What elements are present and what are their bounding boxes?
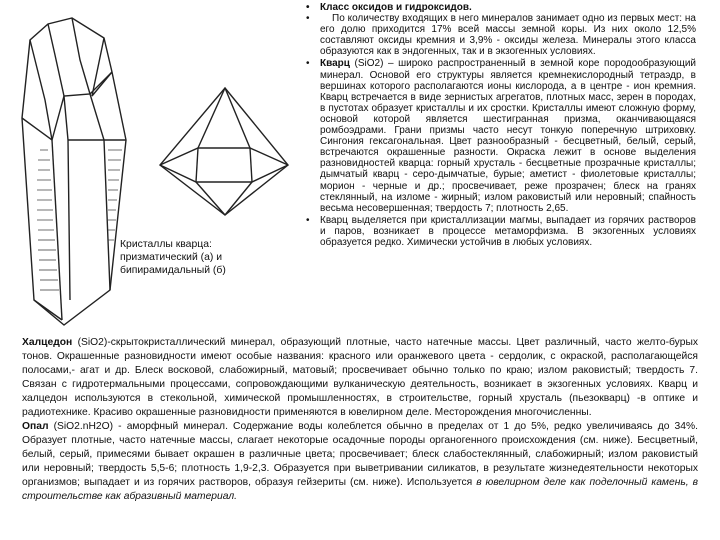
caption-line: призматический (а) и bbox=[120, 252, 223, 263]
bullet-quartz-origin bbox=[306, 215, 696, 248]
opal-paragraph bbox=[22, 420, 698, 504]
bullet-text: Класс оксидов и гидроксидов. bbox=[320, 2, 472, 13]
figure-caption bbox=[120, 238, 290, 277]
bullet-class-description bbox=[306, 13, 696, 57]
bullet-dot: • bbox=[306, 13, 310, 25]
bipyramidal-quartz-crystal bbox=[160, 88, 288, 215]
bullet-text: По количеству входящих в него минералов занимает одно из первых мест: на его долю приходится 17% всей массы земной коры. Из них около 12,5% составляют оксиды кремния и 3,9% - оксиды железа. Минералы этого класса образуются как в эндогенных, так и в экзогенных условиях. bbox=[320, 13, 696, 58]
quartz-crystals-figure bbox=[0, 0, 300, 330]
caption-line: бипирамидальный (б) bbox=[120, 265, 226, 276]
quartz-term: Кварц bbox=[320, 58, 350, 70]
bullet-dot: • bbox=[306, 58, 310, 70]
bullet-quartz bbox=[306, 58, 696, 213]
chalcedony-text: (SiO2)-скрытокристаллический минерал, образующий плотные, часто натечные массы. Цвет различный, часто желто-бурых тонов. Окрашенные разновидности имеют особые названия: красного или оранжевого цвета - сердолик, с окраской, располагающейся полосами,- агат и др. Блеск восковой, слабожирный, матовый; просвечивает обычно только по краю; излом раковистый; твердость 7. Связан с гидротермальными процессами, сопровождающими вулканическую деятельность, возникает в экзогенных условиях. Кварц и халцедон используются в стекольной, химической промышленностях, в строительстве, горный хрусталь (пьезокварц) -в оптике и радиотехнике. Красиво окрашенные разновидности применяются в ювелирном деле. Месторождения многочисленны. bbox=[22, 337, 698, 418]
body-text bbox=[22, 336, 698, 504]
chalcedony-term: Халцедон bbox=[22, 337, 73, 348]
bullet-text: (SiO2) – широко распространенный в земной коре породообразующий минерал. Основой его структуры является кремнекислородный тетраэдр, в вершинах которого располагаются ионы кислорода, а в центре - ион кремния. Кварц встречается в виде зернистых агрегатов, плотных масс, зерен в породах, в пустотах образует кристаллы и их сростки. Кристаллы имеют сложную форму, основой которой является шестигранная призма, оканчивающаяся ромбоэдрами. Грани призмы часто несут тонкую поперечную штриховку. Сингония гексагональная. Цвет разнообразный - бесцветный, белый, серый, встречаются окрашенные разности. Окраска лежит в основе выделения разновидностей кварца: горный хрусталь - бесцветные прозрачные кристаллы; дымчатый кварц - серо-дымчатые, бурые; аметист - фиолетовые кристаллы; морион - черные и др.; просвечивает, реже прозрачен; блеск на гранях стеклянный, на изломе - жирный; излом раковистый или неровный; спайность весьма несовершенная; твердость 7; плотность 2,65. bbox=[320, 58, 696, 214]
prismatic-quartz-crystal bbox=[22, 18, 126, 325]
caption-line: Кристаллы кварца: bbox=[120, 239, 212, 250]
opal-term: Опал bbox=[22, 421, 49, 432]
chalcedony-paragraph bbox=[22, 336, 698, 420]
bullet-class-heading bbox=[306, 2, 696, 13]
opal-text: (SiO2.nH2O) - аморфный минерал. Содержание воды колеблется обычно в пределах от 1 до 5%, редко увеличиваясь до 34%. Образует плотные, часто натечные массы, слагает некоторые осадочные породы органогенного происхождения (см. ниже). Бесцветный, белый, серый, примесями бывает окрашен в различные цвета; просвечивает; блеск слабостеклянный, слабожирный; излом раковистый или неровный; твердость 5,5-6; плотность 1,9-2,3. Образуется при выветривании силикатов, в результате жизнедеятельности некоторых организмов; выпадает и из горячих растворов, образуя гейзериты (см. ниже). Используется bbox=[22, 421, 698, 488]
bullet-text: Кварц выделяется при кристаллизации магмы, выпадает из горячих растворов и паров, возникает в процессе метаморфизма. В экзогенных условиях образуется редко. Химически устойчив в любых условиях. bbox=[320, 214, 696, 248]
bullet-list bbox=[306, 2, 696, 248]
bullet-dot: • bbox=[306, 2, 310, 13]
opal-uses-italic: в ювелирном деле как поделочный камень, в строительстве как абразивный материал. bbox=[22, 477, 698, 502]
bullet-dot: • bbox=[306, 214, 310, 226]
